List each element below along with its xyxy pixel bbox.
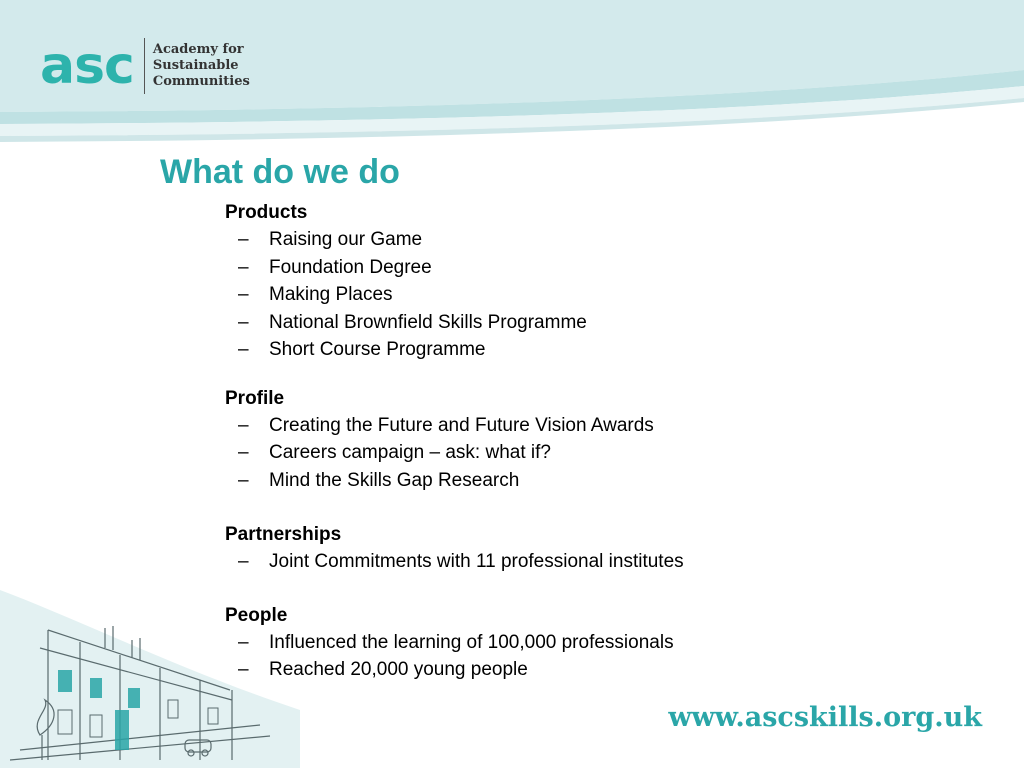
list-item bbox=[225, 226, 925, 254]
slide-title: What do we do bbox=[160, 153, 400, 191]
section-heading: People bbox=[225, 604, 288, 626]
section-products bbox=[225, 200, 925, 364]
section-heading: Products bbox=[225, 202, 308, 223]
list-item-text: Mind the Skills Gap Research bbox=[269, 469, 520, 491]
list-item bbox=[225, 629, 925, 657]
dash: – bbox=[238, 284, 249, 305]
list-item-text: Foundation Degree bbox=[269, 256, 432, 278]
list-item-text: Careers campaign – ask: what if? bbox=[269, 442, 551, 463]
logo-divider bbox=[144, 38, 145, 94]
logo-line: Sustainable bbox=[152, 58, 239, 73]
list-item bbox=[225, 254, 925, 282]
list-item-text: Making Places bbox=[269, 284, 393, 305]
section-people bbox=[225, 603, 925, 684]
list-item bbox=[225, 548, 925, 576]
logo-wordmark bbox=[153, 42, 250, 90]
list-item-text: Creating the Future and Future Vision Awards bbox=[269, 414, 654, 436]
list-item-text: National Brownfield Skills Programme bbox=[269, 311, 587, 333]
section-profile bbox=[225, 386, 925, 495]
section-heading: Partnerships bbox=[225, 524, 342, 545]
asc-logo bbox=[40, 36, 250, 96]
list-item-text: Raising our Game bbox=[269, 229, 423, 250]
list-item-text: Reached 20,000 young people bbox=[269, 659, 528, 680]
slide-content bbox=[225, 200, 925, 684]
dash: – bbox=[238, 469, 249, 491]
dash: – bbox=[238, 631, 249, 653]
list-item-text: Joint Commitments with 11 professional institutes bbox=[269, 551, 684, 572]
list-item bbox=[225, 412, 925, 440]
list-item bbox=[225, 281, 925, 309]
logo-line: Academy for bbox=[152, 42, 244, 57]
list-item bbox=[225, 309, 925, 337]
list-item bbox=[225, 336, 925, 364]
website-url[interactable]: www.ascskills.org.uk bbox=[668, 702, 982, 733]
dash: – bbox=[238, 256, 249, 278]
list-item-text: Influenced the learning of 100,000 professionals bbox=[269, 631, 674, 653]
dash: – bbox=[238, 339, 249, 360]
dash: – bbox=[238, 659, 249, 680]
logo-mark: asc bbox=[40, 36, 134, 96]
dash: – bbox=[238, 311, 249, 333]
street-illustration bbox=[0, 560, 300, 768]
section-heading: Profile bbox=[225, 387, 285, 409]
dash: – bbox=[238, 414, 249, 436]
dash: – bbox=[238, 551, 249, 572]
list-item-text: Short Course Programme bbox=[269, 339, 486, 360]
list-item bbox=[225, 439, 925, 467]
list-item bbox=[225, 467, 925, 495]
list-item bbox=[225, 656, 925, 684]
dash: – bbox=[238, 229, 249, 250]
section-partnerships bbox=[225, 522, 925, 576]
logo-line: Communities bbox=[152, 74, 250, 89]
dash: – bbox=[238, 442, 249, 463]
